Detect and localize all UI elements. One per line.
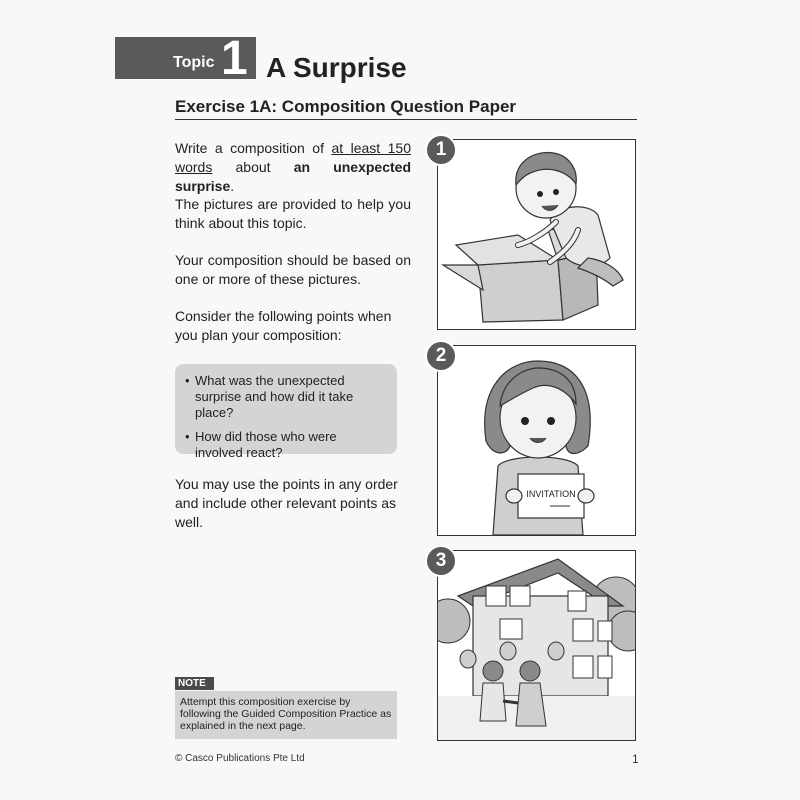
boy-opening-box-illustration [438, 140, 635, 329]
page-number: 1 [632, 752, 639, 766]
title-divider [175, 119, 637, 120]
topic-number: 1 [221, 32, 248, 85]
instruction-paragraph-2: The pictures are provided to help you think about this topic. [175, 196, 411, 231]
girl-with-invitation-illustration [438, 346, 635, 535]
picture-number-badge-3: 3 [425, 545, 457, 577]
note-text: Attempt this composition exercise by following the Guided Composition Practice as explained in the next page. [180, 696, 392, 732]
instruction-paragraph-1: Write a composition of at least 150 words about an unexpected surprise. [175, 140, 411, 194]
guiding-point: • What was the unexpected surprise and how did it take place? [185, 373, 387, 421]
guiding-points-box [175, 364, 397, 460]
word-count-requirement: at least 150 words [175, 140, 411, 175]
picture-number-badge-1: 1 [425, 134, 457, 166]
guiding-point: • How did those who were involved react? [185, 429, 387, 461]
picture-number-badge-2: 2 [425, 340, 457, 372]
picture-panel-3 [437, 550, 636, 741]
picture-panel-1 [437, 139, 636, 330]
instruction-paragraph-4: Consider the following points when you plan your composition: [175, 308, 392, 343]
closing-paragraph: You may use the points in any order and include other relevant points as well. [175, 476, 398, 530]
picture-panel-2 [437, 345, 636, 536]
topic-banner [115, 32, 256, 85]
topic-label: Topic [173, 54, 215, 71]
page-title: A Surprise [266, 52, 407, 83]
note-box [175, 691, 397, 739]
exercise-title: Exercise 1A: Composition Question Paper [175, 97, 517, 116]
invitation-card-text: INVITATION [526, 489, 576, 499]
house-and-girls-illustration [438, 551, 635, 740]
instruction-paragraph-3: Your composition should be based on one or more of these pictures. [175, 252, 411, 287]
copyright: © Casco Publications Pte Ltd [175, 753, 305, 764]
note-label: NOTE [175, 677, 214, 690]
topic-emphasis: an unexpected surprise [175, 159, 411, 194]
